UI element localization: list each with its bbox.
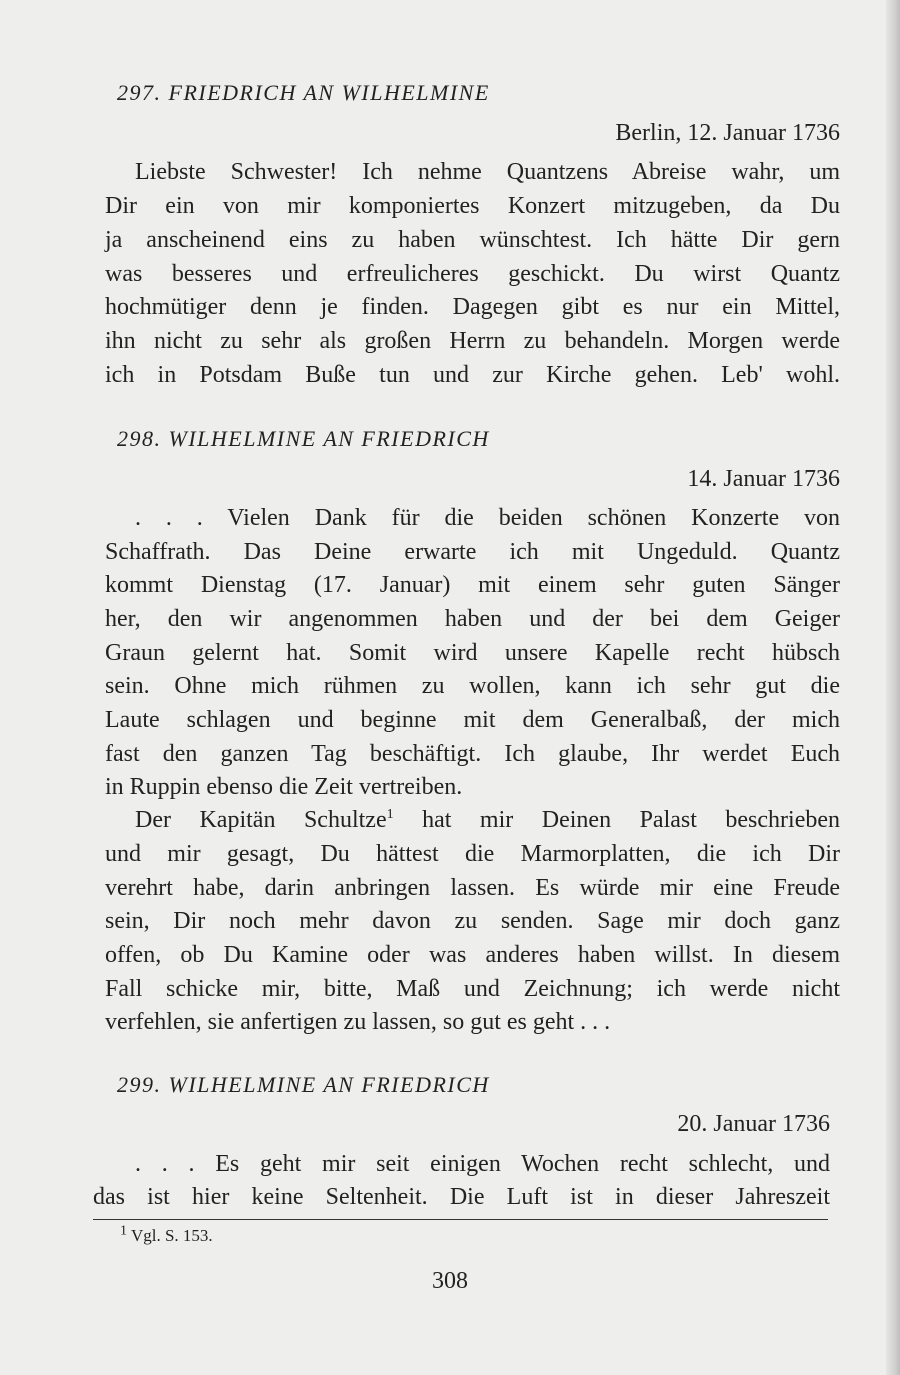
text-segment: hat mir Deinen Palast beschrieben bbox=[393, 807, 841, 833]
text-line: Dir ein von mir komponiertes Konzert mitzugeben, da Du bbox=[105, 193, 840, 219]
letter-date: 14. Januar 1736 bbox=[687, 466, 840, 492]
text-line: fast den ganzen Tag beschäftigt. Ich glaube, Ihr werdet Euch bbox=[105, 741, 840, 767]
letter-heading: 299. WILHELMINE AN FRIEDRICH bbox=[117, 1072, 490, 1097]
footnote-rule bbox=[93, 1219, 828, 1220]
text-line: hochmütiger denn je finden. Dagegen gibt es nur ein Mittel, bbox=[105, 294, 840, 320]
text-line: und mir gesagt, Du hättest die Marmorplatten, die ich Dir bbox=[105, 841, 840, 867]
text-line: Laute schlagen und beginne mit dem Generalbaß, der mich bbox=[105, 707, 840, 733]
letter-heading: 298. WILHELMINE AN FRIEDRICH bbox=[117, 426, 490, 451]
text-line: . . . Es geht mir seit einigen Wochen recht schlecht, und bbox=[135, 1151, 830, 1177]
footnote bbox=[120, 1224, 213, 1248]
text-line: offen, ob Du Kamine oder was anderes haben willst. In diesem bbox=[105, 942, 840, 968]
footnote-text: Vgl. S. 153. bbox=[127, 1226, 213, 1245]
letter-heading: 297. FRIEDRICH AN WILHELMINE bbox=[117, 80, 490, 105]
text-line: in Ruppin ebenso die Zeit vertreiben. bbox=[105, 774, 463, 800]
text-line: Liebste Schwester! Ich nehme Quantzens Abreise wahr, um bbox=[135, 159, 840, 185]
page-edge-shadow bbox=[886, 0, 900, 1375]
letter-date: 20. Januar 1736 bbox=[677, 1111, 830, 1137]
footnote-mark: 1 bbox=[120, 1223, 127, 1239]
text-line: Schaffrath. Das Deine erwarte ich mit Ungeduld. Quantz bbox=[105, 539, 840, 565]
text-line: verehrt habe, darin anbringen lassen. Es würde mir eine Freude bbox=[105, 875, 840, 901]
text-line: was besseres und erfreulicheres geschickt. Du wirst Quantz bbox=[105, 261, 840, 287]
text-line: Fall schicke mir, bitte, Maß und Zeichnung; ich werde nicht bbox=[105, 976, 840, 1002]
text-line: kommt Dienstag (17. Januar) mit einem sehr guten Sänger bbox=[105, 572, 840, 598]
text-line: das ist hier keine Seltenheit. Die Luft ist in dieser Jahreszeit bbox=[93, 1184, 830, 1210]
footnote-reference: 1 bbox=[386, 807, 394, 822]
text-line: ihn nicht zu sehr als großen Herrn zu behandeln. Morgen werde bbox=[105, 328, 840, 354]
text-line: . . . Vielen Dank für die beiden schönen Konzerte von bbox=[135, 505, 840, 531]
text-segment: Der Kapitän Schultze bbox=[135, 807, 387, 833]
text-line: sein, Dir noch mehr davon zu senden. Sage mir doch ganz bbox=[105, 908, 840, 934]
text-line: Graun gelernt hat. Somit wird unsere Kapelle recht hübsch bbox=[105, 640, 840, 666]
page-number: 308 bbox=[432, 1268, 468, 1294]
text-line: verfehlen, sie anfertigen zu lassen, so gut es geht . . . bbox=[105, 1009, 611, 1035]
text-line: her, den wir angenommen haben und der bei dem Geiger bbox=[105, 606, 840, 632]
text-line: ja anscheinend eins zu haben wünschtest. Ich hätte Dir gern bbox=[105, 227, 840, 253]
text-line: sein. Ohne mich rühmen zu wollen, kann ich sehr gut die bbox=[105, 673, 840, 699]
text-line bbox=[135, 805, 840, 835]
letter-date: Berlin, 12. Januar 1736 bbox=[615, 120, 840, 146]
text-line: ich in Potsdam Buße tun und zur Kirche gehen. Leb' wohl. bbox=[105, 362, 840, 388]
